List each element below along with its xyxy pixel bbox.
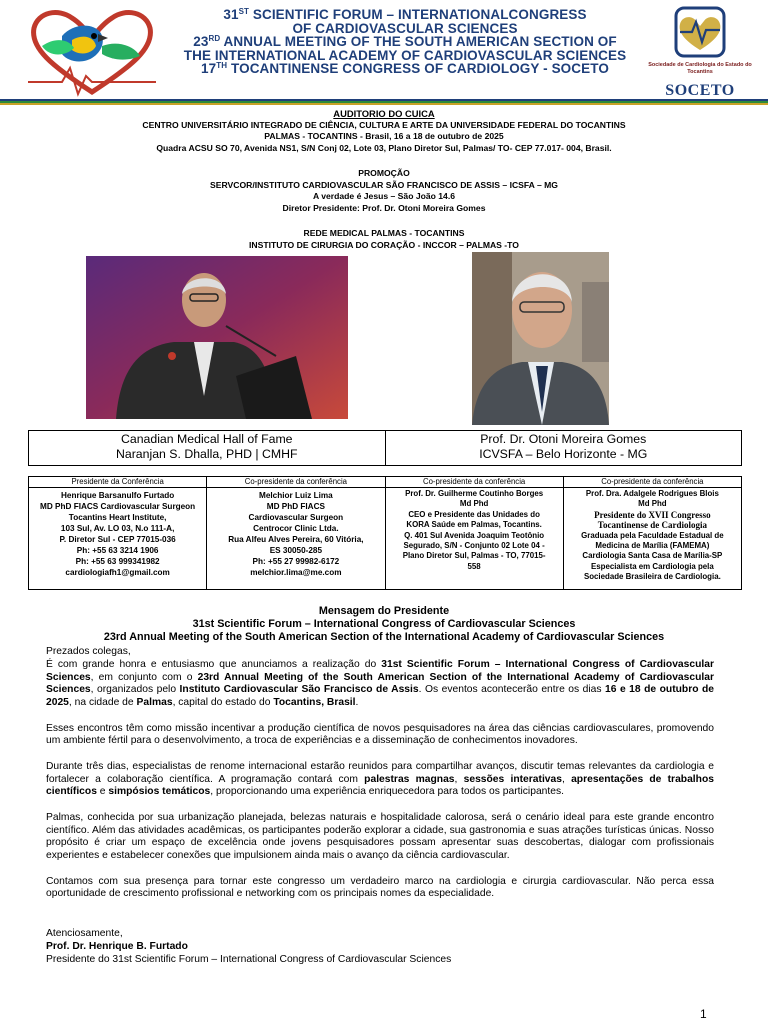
speaker-photo-gomes	[472, 252, 609, 425]
message-title: Mensagem do Presidente	[318, 605, 450, 617]
bold-text: simpósios temáticos	[108, 786, 211, 798]
text-run: Contamos com sua presença para tornar este congresso um verdadeiro marco na cardiologia e cirurgia cardiovascular. Não perca essa oportunidade de crescimento profissional e networking com os principais nomes da especialidade.	[46, 875, 714, 900]
paragraph	[46, 812, 714, 863]
president-line: Centrocor Clinic Ltda.	[253, 524, 339, 533]
caption-line: Canadian Medical Hall of Fame	[120, 432, 293, 446]
title-line-4: THE INTERNATIONAL ACADEMY OF CARDIOVASCULAR SCIENCES	[183, 47, 627, 63]
president-line: Graduada pela Faculdade Estadual de	[581, 530, 724, 540]
text-run: e	[96, 786, 109, 798]
message-subtitle: 31st Scientific Forum – International Congress of Cardiovascular Sciences	[192, 618, 576, 630]
bold-text: palestras magnas	[364, 773, 455, 785]
text-run: . Os eventos acontecerão entre os dias	[418, 684, 606, 696]
president-column	[29, 477, 206, 589]
text-run: , na cidade de	[68, 697, 137, 709]
text-run: , organizados pelo	[90, 684, 180, 696]
text-run: , proporcionando uma experiência enriquecedora para todos os participantes.	[210, 786, 564, 798]
bold-text: Instituto Cardiovascular São Francisco de Assis	[179, 684, 419, 696]
bold-text: Palmas	[136, 697, 173, 709]
copresident-column	[206, 477, 384, 589]
president-line: MD PhD FIACS	[266, 502, 325, 511]
president-line: Segurado, S/N - Conjunto 02 Lote 04 -	[403, 541, 545, 551]
text-run: .	[355, 697, 359, 709]
bold-text: apresentações de trabalhos científicos	[46, 773, 714, 798]
paragraph	[46, 723, 714, 749]
venue-title: AUDITORIO DO CUICA	[333, 108, 435, 119]
signer-title: Presidente do 31st Scientific Forum – International Congress of Cardiovascular Sciences	[46, 953, 452, 965]
venue-line: PALMAS - TOCANTINS - Brasil, 16 a 18 de outubro de 2025	[264, 131, 504, 141]
president-line: Prof. Dr. Guilherme Coutinho Borges	[405, 489, 544, 498]
president-line: Tocantins Heart Institute,	[68, 513, 167, 522]
presidents-table	[28, 476, 742, 590]
president-line: ES 30050-285	[269, 546, 323, 555]
message-subtitle: 23rd Annual Meeting of the South American Section of the International Academy of Cardiovascular Sciences	[103, 631, 665, 643]
network-line: INSTITUTO DE CIRURGIA DO CORAÇÃO - INCCOR – PALMAS -TO	[249, 239, 519, 250]
president-line: CEO e Presidente das Unidades do	[408, 509, 540, 519]
copresident-column	[563, 477, 741, 589]
text-run: Durante três dias, especialistas de renome internacional estarão reunidos para compartilhar avanços, discutir temas relevantes da cardiologia e fortalecer a colaboração científica. A programação contará com	[46, 760, 714, 785]
text-run: Palmas, conhecida por sua urbanização planejada, belezas naturais e hospitalidade calorosa, será o cenário ideal para este grande encontro científico. Além das atividades acadêmicas, os participantes poderão explorar a cidade, sua gastronomia e suas atrações turísticas únicas. Nosso propósito é criar um espaço de excelência onde jovens pesquisadores possam apresentar suas descobertas, dialogar com profissionais experientes e estabelecer conexões que impulsionem ainda mais o avanço da ciência cardiovascular.	[46, 811, 714, 862]
venue-block	[40, 108, 728, 154]
page-number: 1	[700, 1007, 707, 1021]
signer-name: Prof. Dr. Henrique B. Furtado	[46, 940, 188, 952]
message-body	[46, 646, 714, 914]
caption-cell	[29, 431, 385, 465]
president-line: 103 Sul, Av. LO 03, N.o 111-A,	[60, 524, 175, 533]
caption-line: ICVSFA – Belo Horizonte - MG	[479, 447, 648, 461]
president-line: Ph: +55 27 99982-6172	[252, 557, 340, 566]
title-line-1: 31ST SCIENTIFIC FORUM – INTERNATIONALCONGRESS	[223, 7, 587, 22]
bold-text: 31st Scientific Forum – International Congress of Cardiovascular Sciences	[46, 658, 714, 683]
caption-cell	[385, 431, 742, 465]
paragraph	[46, 761, 714, 799]
soceto-emblem	[640, 6, 760, 62]
network-line: REDE MEDICAL PALMAS - TOCANTINS	[303, 228, 465, 238]
greeting: Prezados colegas,	[46, 646, 131, 657]
message-heading	[40, 605, 728, 644]
president-line: Q. 401 Sul Avenida Joaquim Teotônio	[404, 530, 545, 540]
promotion-title: PROMOÇÃO	[358, 168, 410, 178]
president-line: P. Diretor Sul - CEP 77015-036	[59, 535, 176, 544]
text-run: Esses encontros têm como missão incentivar a produção científica de novos pesquisadores na área das ciências cardiovasculares, promovendo um ambiente fértil para o desenvolvimento, a troca de experiências e a disseminação de conhecimentos inovadores.	[46, 722, 714, 747]
president-line: Presidente do XVII Congresso	[594, 509, 711, 520]
speaker-caption-table	[28, 430, 742, 466]
signature-block	[46, 928, 714, 966]
caption-line: Prof. Dr. Otoni Moreira Gomes	[480, 432, 647, 446]
speaker-photo-dhalla	[86, 256, 348, 419]
bold-text: 23rd Annual Meeting of the South American Section of the International Academy of Cardiovascular Sciences	[46, 671, 714, 696]
column-header: Co-presidente da conferência	[386, 477, 563, 488]
promotion-block	[40, 168, 728, 214]
copresident-column	[385, 477, 563, 589]
bold-text: Tocantins, Brasil	[273, 697, 356, 709]
president-line: Plano Diretor Sul, Palmas - TO, 77015-	[402, 551, 546, 561]
president-line: Md Phd	[459, 499, 489, 509]
president-line: Tocantinense de Cardiologia	[597, 520, 707, 531]
forum-logo	[22, 6, 162, 98]
header-divider	[0, 99, 768, 105]
president-line: KORA Saúde em Palmas, Tocantins.	[406, 520, 542, 530]
president-line: Cardiovascular Surgeon	[248, 513, 344, 522]
president-line: Cardiologia Santa Casa de Marília-SP	[582, 551, 723, 561]
venue-line: Quadra ACSU SO 70, Avenida NS1, S/N Conj 02, Lote 03, Plano Diretor Sul, Palmas/ TO- CEP 77.017- 004, Brasil.	[156, 142, 612, 153]
text-run: ,	[454, 773, 464, 785]
promotion-line: A verdade é Jesus – São João 14.6	[312, 191, 456, 201]
caption-line: Naranjan S. Dhalla, PHD | CMHF	[115, 447, 298, 461]
text-run: , capital do estado do	[172, 697, 274, 709]
closing: Atenciosamente,	[46, 928, 123, 939]
soceto-acronym: SOCETO	[665, 82, 735, 99]
president-line: 558	[467, 561, 481, 571]
text-run: É com grande honra e entusiasmo que anunciamos a realização do	[46, 658, 382, 670]
venue-line: CENTRO UNIVERSITÁRIO INTEGRADO DE CIÊNCIA, CULTURA E ARTE DA UNIVERSIDADE FEDERAL DO TOCANTINS	[142, 119, 626, 130]
president-line: Sociedade Brasileira de Cardiologia.	[583, 572, 721, 582]
president-line: Rua Alfeu Alves Pereira, 60 Vitória,	[228, 535, 364, 544]
president-line: cardiologiafh1@gmail.com	[65, 568, 170, 577]
network-block	[40, 228, 728, 251]
president-line: Melchior Luiz Lima	[259, 491, 333, 500]
paragraph	[46, 876, 714, 902]
soceto-org-name: Sociedade de Cardiologia do Estado do Tocantins	[648, 62, 752, 75]
column-header: Co-presidente da conferência	[564, 477, 741, 488]
president-line: MD PhD FIACS Cardiovascular Surgeon	[40, 502, 196, 511]
text-run: , em conjunto com o	[90, 671, 198, 683]
promotion-line: SERVCOR/INSTITUTO CARDIOVASCULAR SÃO FRANCISCO DE ASSIS – ICSFA – MG	[210, 179, 558, 190]
title-line-3: 23RD ANNUAL MEETING OF THE SOUTH AMERICAN SECTION OF	[193, 34, 617, 50]
president-line: Prof. Dra. Adalgele Rodrigues Blois	[585, 489, 719, 498]
president-line: Medicina de Marília (FAMEMA)	[595, 541, 710, 551]
title-line-5: 17TH TOCANTINENSE CONGRESS OF CARDIOLOGY - SOCETO	[201, 61, 609, 77]
column-header: Presidente da Conferência	[29, 477, 206, 488]
column-header: Co-presidente da conferência	[207, 477, 384, 488]
president-line: Henrique Barsanulfo Furtado	[60, 491, 175, 500]
event-title	[170, 8, 640, 76]
paragraph	[46, 659, 714, 710]
title-line-2: OF CARDIOVASCULAR SCIENCES	[292, 20, 518, 36]
president-line: Ph: +55 63 999341982	[75, 557, 160, 566]
president-line: Especialista em Cardiologia pela	[590, 561, 714, 571]
president-line: melchior.lima@me.com	[250, 568, 342, 577]
president-line: Md Phd	[638, 499, 667, 509]
soceto-logo	[640, 6, 760, 98]
bold-text: sessões interativas	[463, 773, 562, 785]
president-line: Ph: +55 63 3214 1906	[76, 546, 159, 555]
bold-text: 16 e 18 de outubro de 2025	[46, 684, 714, 709]
promotion-line: Diretor Presidente: Prof. Dr. Otoni Moreira Gomes	[282, 202, 486, 213]
text-run: ,	[561, 773, 572, 785]
